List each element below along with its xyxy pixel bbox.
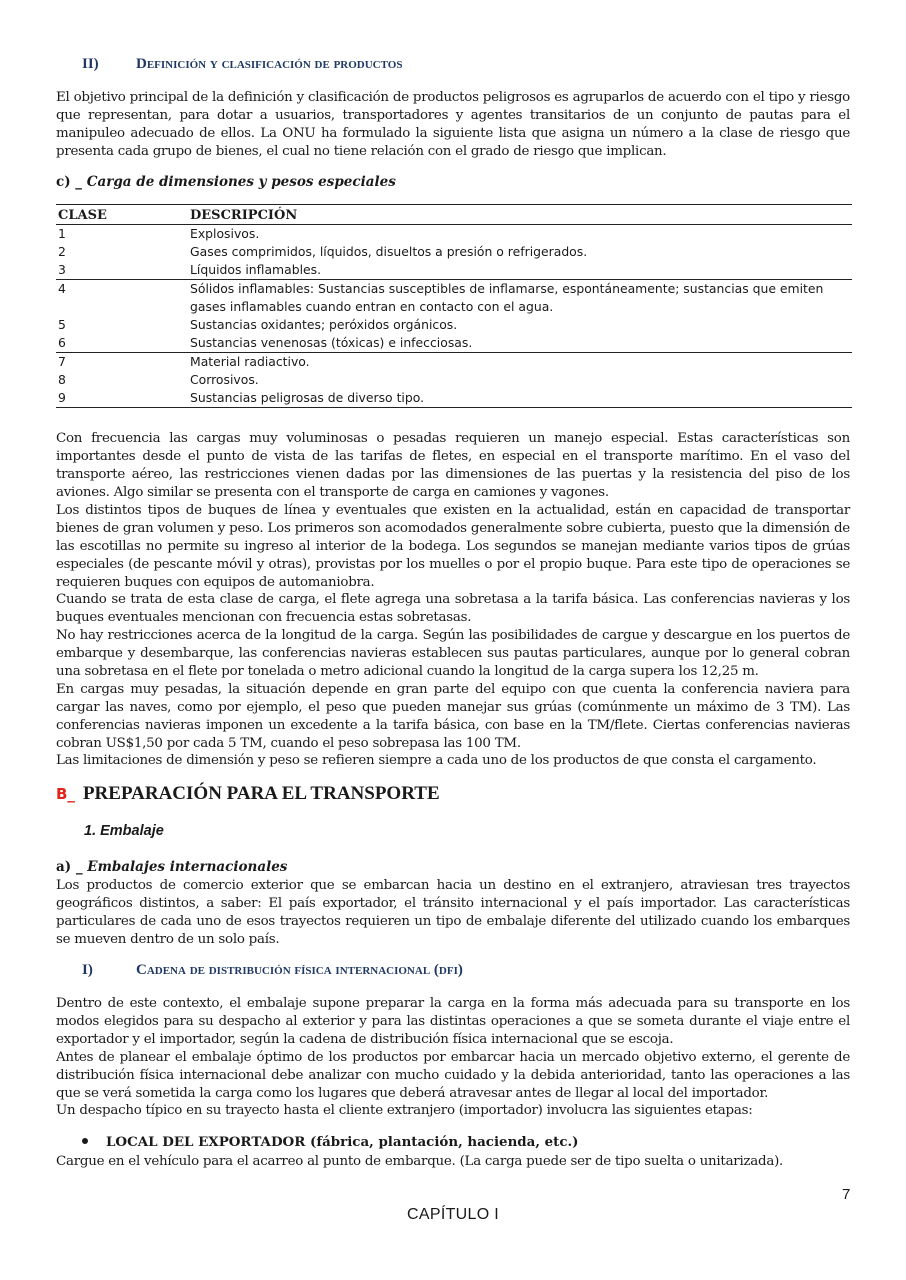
hazard-class-table [56, 204, 852, 408]
column-header-clase: CLASE [56, 205, 188, 225]
table-row [56, 334, 852, 353]
class-cell: 5 [58, 317, 66, 332]
description-cell: Corrosivos. [190, 372, 259, 387]
paragraph-cargue: Cargue en el vehículo para el acarreo al punto de embarque. (La carga puede ser de tipo suelta o unitarizada). [56, 1154, 784, 1169]
paragraph-dfi-3: Un despacho típico en su trayecto hasta el cliente extranjero (importador) involucra las siguientes etapas: [56, 1103, 753, 1118]
subheading-embalajes-internacionales [56, 859, 287, 875]
table-row [56, 371, 852, 389]
class-cell: 7 [56, 353, 188, 372]
page-number: 7 [842, 1186, 851, 1203]
paragraph-carga-6: Las limitaciones de dimensión y peso se refieren siempre a cada uno de los productos de que consta el cargamento. [56, 753, 817, 768]
description-cell: Sustancias oxidantes; peróxidos orgánicos. [190, 317, 458, 332]
subheading-prefix: c) _ [56, 174, 83, 190]
paragraph-carga-5: En cargas muy pesadas, la situación depende en gran parte del equipo con que cuenta la conferencia naviera para cargar las naves, como por ejemplo, el peso que pueden manejar sus grúas (comúnmente un máximo de 3 TM). Las conferencias navieras imponen un excedente a la tarifa básica, con base en la TM/flete. Ciertas conferencias navieras cobran US$1,50 por cada 5 TM, cuando el peso sobrepasa las 100 TM. [56, 682, 850, 751]
class-cell: 8 [58, 372, 66, 387]
paragraph-carga-4: No hay restricciones acerca de la longitud de la carga. Según las posibilidades de cargue y descargue en los puertos de embarque y desembarque, las conferencias navieras establecen sus pautas particulares, aunque por lo general cobran una sobretasa en el flete por tonelada o metro adicional cuando la longitud de la carga supera los 12,25 m. [56, 628, 850, 679]
subheading-carga [56, 174, 396, 190]
section-number: I) [82, 962, 93, 978]
class-cell [56, 298, 188, 316]
description-cell: Sustancias peligrosas de diverso tipo. [188, 389, 852, 408]
section-number: II) [82, 56, 99, 72]
table-row [56, 243, 852, 261]
description-cell: Sólidos inflamables: Sustancias susceptibles de inflamarse, espontáneamente; sustancias que emiten [188, 280, 852, 299]
section-heading-preparacion [56, 783, 440, 805]
description-cell: Líquidos inflamables. [190, 262, 322, 277]
section-title: Definición y clasificación de productos [136, 56, 403, 72]
section-title: PREPARACIÓN PARA EL TRANSPORTE [82, 783, 440, 804]
description-cell: Material radiactivo. [188, 353, 852, 372]
table-row [56, 280, 852, 299]
table-row [56, 298, 852, 316]
class-cell: 1 [58, 226, 66, 241]
table-row [56, 261, 852, 280]
paragraph-dfi-2: Antes de planear el embalaje óptimo de los productos por embarcar hacia un mercado objetivo externo, el gerente de distribución física internacional debe analizar con mucho cuidado y la debida anterioridad, tanto las operaciones a las que se verá sometida la carga como los lugares que deberá atravesar antes de llegar al local del importador. [56, 1050, 850, 1101]
page-footer: CAPÍTULO I [407, 1206, 499, 1223]
table-row [56, 389, 852, 408]
paragraph-embalajes: Los productos de comercio exterior que se embarcan hacia un destino en el extranjero, atraviesan tres trayectos geográficos distintos, a saber: El país exportador, el tránsito internacional y el país importador. Las características particulares de cada uno de esos trayectos requieren un tipo de embalaje diferente del utilizado cuando los embarques se mueven dentro de un solo país. [56, 878, 850, 947]
subheading-embalaje: 1. Embalaje [84, 823, 164, 839]
section-marker: B_ [56, 785, 75, 803]
paragraph-carga-3: Cuando se trata de esta clase de carga, el flete agrega una sobretasa a la tarifa básica. Las conferencias navieras y los buques eventuales mencionan con frecuencia estas sobretasas. [56, 592, 850, 625]
column-header-descripcion: DESCRIPCIÓN [188, 205, 852, 225]
class-cell: 9 [56, 389, 188, 408]
intro-paragraph: El objetivo principal de la definición y clasificación de productos peligrosos es agruparlos de acuerdo con el tipo y riesgo que representan, para dotar a usuarios, transportadores y agentes transitarios de un conjunto de pautas para el manipuleo adecuado de ellos. La ONU ha formulado la siguiente lista que asigna un número a la clase de riesgo que presenta cada grupo de bienes, el cual no tiene relación con el grado de riesgo que implican. [56, 90, 850, 159]
class-cell: 6 [58, 335, 66, 350]
subheading-prefix: a) _ [56, 859, 83, 875]
description-cell: Explosivos. [190, 226, 260, 241]
paragraph-carga-2: Los distintos tipos de buques de línea y eventuales que existen en la actualidad, están en capacidad de transportar bienes de gran volumen y peso. Los primeros son acomodados generalmente sobre cubierta, puesto que la dimensión de las escotillas no permite su ingreso al interior de la bodega. Los segundos se manejan mediante varios tipos de grúas especiales (de pescante móvil y otras), provistas por los muelles o por el propio buque. Para este tipo de operaciones se requieren buques con equipos de automaniobra. [56, 503, 850, 590]
class-cell: 4 [56, 280, 188, 299]
paragraph-carga-1: Con frecuencia las cargas muy voluminosas o pesadas requieren un manejo especial. Estas características son importantes desde el punto de vista de las tarifas de fletes, en especial en el transporte marítimo. En el vaso del transporte aéreo, las restricciones vienen dadas por las dimensiones de las puertas y la resistencia del piso de los aviones. Algo similar se presenta con el transporte de carga en camiones y vagones. [56, 431, 850, 500]
description-cell: Sustancias venenosas (tóxicas) e infecciosas. [190, 335, 473, 350]
subheading-title: Embalajes internacionales [87, 859, 288, 875]
subheading-title: Carga de dimensiones y pesos especiales [86, 174, 396, 190]
class-cell: 2 [58, 244, 66, 259]
description-cell: Gases comprimidos, líquidos, disueltos a presión o refrigerados. [190, 244, 588, 259]
description-cell: gases inflamables cuando entran en contacto con el agua. [190, 299, 554, 314]
section-title: Cadena de distribución física internacional (dfi) [136, 962, 463, 978]
class-cell: 3 [58, 262, 66, 277]
bullet-text: LOCAL DEL EXPORTADOR (fábrica, plantación, hacienda, etc.) [106, 1134, 579, 1150]
table-row [56, 353, 852, 372]
bullet-item-local-exportador [82, 1134, 579, 1150]
table-row [56, 316, 852, 334]
paragraph-dfi-1: Dentro de este contexto, el embalaje supone preparar la carga en la forma más adecuada para su transporte en los modos elegidos para su despacho al exterior y para las distintas operaciones a que se someta durante el viaje entre el exportador y el importador, según la cadena de distribución física internacional que se escoja. [56, 996, 850, 1047]
bullet-dot-icon [82, 1138, 88, 1144]
table-row [56, 225, 852, 244]
